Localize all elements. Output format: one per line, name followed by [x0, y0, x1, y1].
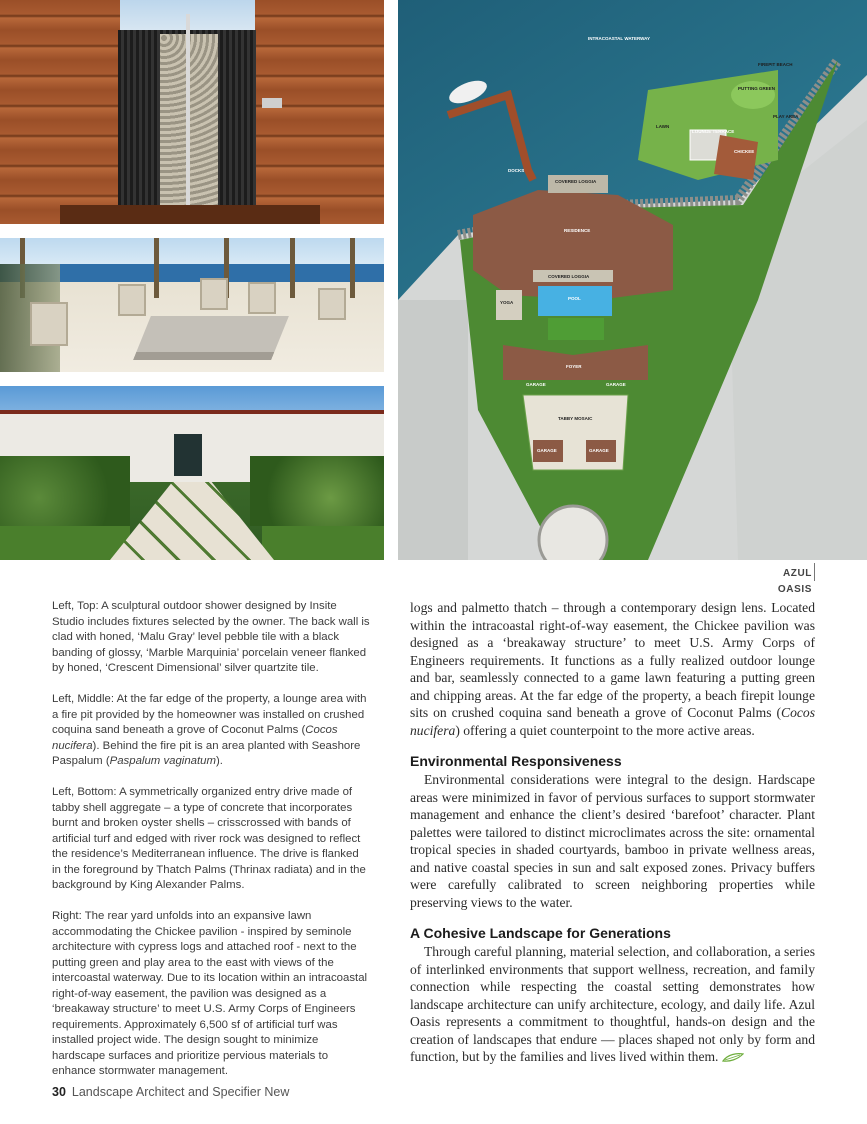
publication-name: Landscape Architect and Specifier New	[71, 1085, 290, 1099]
caption-middle-text: ). Behind the fire pit is an area planted with Seashore Paspalum (	[52, 739, 361, 767]
caption-middle-species: Paspalum vaginatum	[109, 755, 216, 767]
brand-label: AZUL OASIS	[777, 568, 812, 595]
entry-circle	[539, 506, 607, 560]
photo-captions	[52, 599, 370, 1095]
chickee-roof	[714, 135, 758, 180]
label-tabby-mosaic: TABBY MOSAIC	[558, 416, 593, 421]
label-covered-loggia-top: COVERED LOGGIA	[555, 179, 597, 184]
label-docks: DOCKS	[508, 168, 525, 173]
site-plan-svg	[398, 0, 867, 560]
label-garage-left: GARAGE	[526, 382, 546, 387]
body-species: Cocos nucifera	[410, 705, 815, 738]
body-text: Through careful planning, material selection, and collaboration, a series of interlinked environments that support wellness, recreation, and family connection while respecting the coastal setting demonstrates how landscape architecture can unify architecture, ecology, and daily life. Azul Oasis represents a commitment to thoughtful, hands-on design and the creation of landscapes that endure — places shaped not only by form and function, but by the families and lives lived within them.	[410, 944, 815, 1064]
label-garage-low-left: GARAGE	[537, 448, 557, 453]
label-garage-right: GARAGE	[606, 382, 626, 387]
lawn-right	[262, 526, 384, 560]
palm-trunk	[154, 238, 159, 298]
caption-middle-species: Cocos nucifera	[52, 724, 338, 752]
neighbor-lot	[398, 300, 468, 560]
photo-firepit-lounge	[0, 238, 384, 372]
site-plan-rendering	[398, 0, 867, 560]
label-intracoastal-waterway: INTRACOASTAL WATERWAY	[588, 36, 651, 41]
page-footer	[52, 1085, 289, 1099]
label-yoga: YOGA	[500, 300, 514, 305]
photo-entry-drive	[0, 386, 384, 560]
label-foyer: FOYER	[566, 364, 582, 369]
thatch-palms-right	[250, 456, 384, 526]
body-environmental-paragraph: Environmental considerations were integral to the design. Hardscape areas were minimized in favor of pervious surfaces to support stormwater management and enhance the client’s desired ‘barefoot’ character. Plant palettes were tailored to distinct microclimates across the site: ornamental tropical species in shaded courtyards, bamboo in private wellness areas, and native coastal species in sun and salt exposed zones. Privacy buffers were carefully calibrated to screen neighboring properties while preserving views to the water.	[410, 772, 815, 910]
heading-environmental: Environmental Responsiveness	[410, 753, 622, 769]
label-firepit-beach: FIREPIT BEACH	[758, 62, 793, 67]
caption-bottom: Left, Bottom: A symmetrically organized entry drive made of tabby shell aggregate – a type of concrete that incorporates burnt and broken oyster shells – crisscrossed with bands of artificial turf and edged with river rock was designed to reflect the residence’s Mediterranean influence. The drive is flanked in the foreground by Thatch Palms (Thrinax radiata) and in the background by King Alexander Palms.	[52, 786, 366, 891]
caption-middle-text: Left, Middle: At the far edge of the property, a lounge area with a fire pit provided by the homeowner was installed on crushed coquina sand beneath a grove of Coconut Palms (	[52, 693, 367, 736]
palm-trunk	[290, 238, 295, 298]
body-text: ) offering a quiet counterpoint to the more active areas.	[455, 722, 755, 738]
body-cohesive-paragraph	[410, 943, 815, 1066]
caption-middle-text: ).	[216, 755, 223, 767]
body-intro-paragraph	[410, 599, 815, 739]
wood-deck	[60, 205, 320, 224]
shower-shelf	[262, 98, 282, 108]
lounge-chair	[248, 282, 276, 314]
article-body	[410, 599, 815, 1066]
label-lounge-terrace: LOUNGE TERRACE	[692, 129, 735, 134]
shower-fixture	[186, 14, 190, 210]
label-play-area: PLAY AREA	[773, 114, 799, 119]
covered-loggia-top	[548, 175, 608, 193]
pool-lawn	[548, 318, 604, 340]
linear-fire-pit	[133, 316, 289, 360]
caption-top: Left, Top: A sculptural outdoor shower designed by Insite Studio includes fixtures selected by the owner. The back wall is clad with honed, ‘Malu Gray’ level pebble tile with a black banding of glossy, ‘Marble Marquinia’ porcelain veneer flanked by honed, ‘Crescent Dimensional’ silver quartzite tile.	[52, 600, 370, 674]
lounge-chair	[200, 278, 228, 310]
body-text: logs and palmetto thatch – through a contemporary design lens. Located within the intracoastal right-of-way easement, the Chickee pavilion was designed as a ‘breakaway structure’ to meet U.S. Army Corps of Engineers requirements. It functions as a fully realized outdoor lounge and bar, seamlessly connected to a game lawn featuring a putting green and chipping areas. At the far edge of the property, a beach firepit lounge sits on crushed coquina sand beneath a grove of Coconut Palms (	[410, 600, 815, 720]
palm-trunk	[350, 238, 355, 298]
label-pool: POOL	[568, 296, 581, 301]
front-door	[174, 434, 202, 476]
caption-right: Right: The rear yard unfolds into an expansive lawn accommodating the Chickee pavilion - inspired by seminole architecture with cypress logs and attached roof - next to the putting green and play area to the east with views of the intercoastal waterway. Due to its location within an intracoastal right-of-way easement, the pavilion was designed as a ‘breakaway structure’ to meet U.S. Army Corps of Engineers requirements. Approximately 6,500 sf of artificial turf was installed project wide. The design sought to minimize hardscape surfaces and prioritize pervious materials to enhance stormwater management.	[52, 910, 368, 1077]
label-residence: RESIDENCE	[564, 228, 591, 233]
lawn-left	[0, 526, 130, 560]
caption-middle	[52, 692, 370, 770]
label-putting-green: PUTTING GREEN	[738, 86, 776, 91]
label-chickee: CHICKEE	[734, 149, 755, 154]
yoga-deck	[496, 290, 522, 320]
lounge-chair	[118, 284, 146, 316]
lounge-chair	[30, 302, 68, 346]
label-garage-low-right: GARAGE	[589, 448, 609, 453]
leaf-icon	[722, 1053, 744, 1062]
brand-divider	[814, 563, 815, 581]
pool	[538, 286, 612, 316]
label-lawn: LAWN	[656, 124, 670, 129]
photo-outdoor-shower	[0, 0, 384, 224]
label-covered-loggia-mid: COVERED LOGGIA	[548, 274, 590, 279]
thatch-palms-left	[0, 456, 130, 526]
heading-cohesive: A Cohesive Landscape for Generations	[410, 925, 671, 941]
page-number: 30	[52, 1085, 66, 1099]
lounge-chair	[318, 288, 346, 320]
